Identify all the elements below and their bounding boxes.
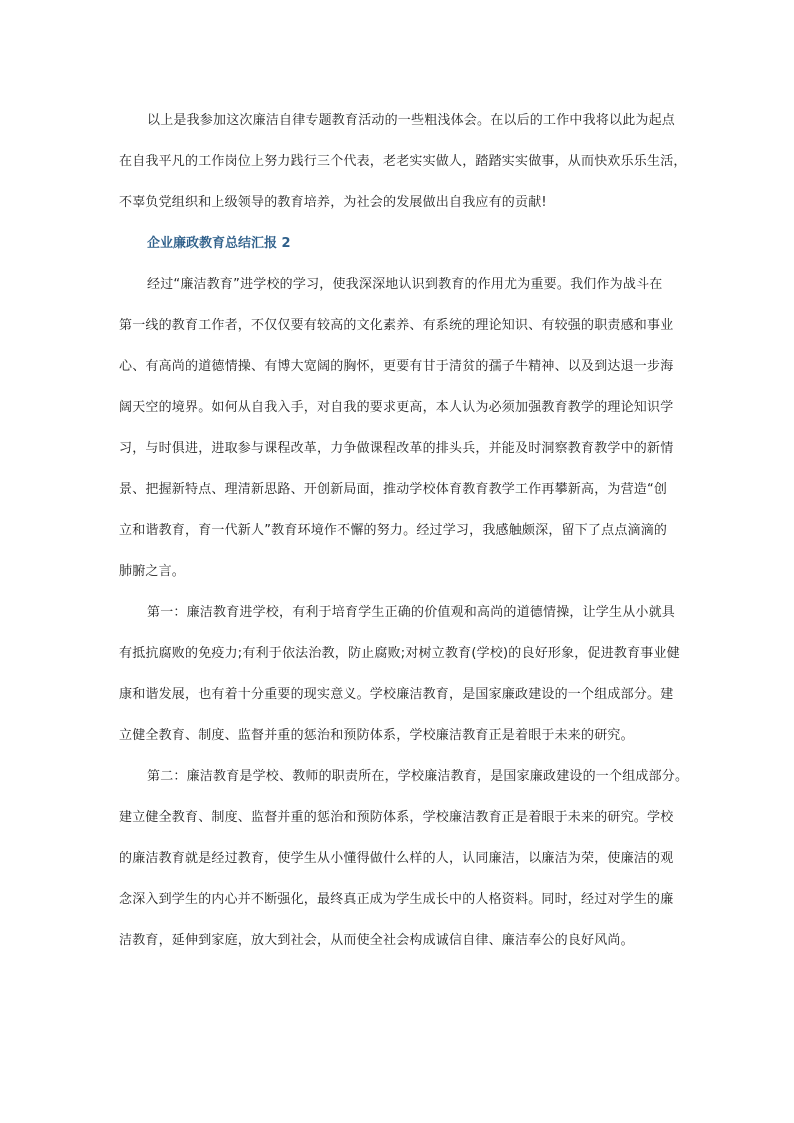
text-line: 不辜负党组织和上级领导的教育培养，为社会的发展做出自我应有的贡献! (119, 195, 547, 210)
text-line: 立健全教育、制度、监督并重的惩治和预防体系，学校廉洁教育正是着眼于未来的研究。 (119, 728, 634, 743)
text-line: 景、把握新特点、理清新思路、开创新局面，推动学校体育教育教学工作再攀新高，为营造“创 (119, 482, 668, 497)
section-heading: 企业廉政教育总结汇报 2 (147, 236, 291, 251)
text-line: 阔天空的境界。如何从自我入手，对自我的要求更高，本人认为必须加强教育教学的理论知识学 (119, 400, 674, 415)
text-line: 习，与时俱进，进取参与课程改革，力争做课程改革的排头兵，并能及时洞察教育教学中的新情 (119, 441, 674, 456)
paragraph-point-two (119, 756, 689, 961)
text-line: 第一：廉洁教育进学校，有利于培育学生正确的价值观和高尚的道德情操，让学生从小就具 (147, 605, 676, 620)
text-line: 康和谐发展，也有着十分重要的现实意义。学校廉洁教育，是国家廉政建设的一个组成部分。建 (119, 687, 674, 702)
text-line: 念深入到学生的内心并不断强化，最终真正成为学生成长中的人格资料。同时，经过对学生的廉 (119, 892, 674, 907)
text-line: 心、有高尚的道德情操、有博大宽阔的胸怀，更要有甘于清贫的孺子牛精神、以及到达退一步海 (119, 359, 674, 374)
text-line: 建立健全教育、制度、监督并重的惩治和预防体系，学校廉洁教育正是着眼于未来的研究。学校 (119, 810, 674, 825)
text-line: 经过“廉洁教育”进学校的学习，使我深深地认识到教育的作用尤为重要。我们作为战斗在 (147, 277, 663, 292)
document-page (119, 100, 689, 961)
text-line: 第二：廉洁教育是学校、教师的职责所在，学校廉洁教育，是国家廉政建设的一个组成部分。 (147, 769, 689, 784)
text-line: 以上是我参加这次廉洁自律专题教育活动的一些粗浅体会。在以后的工作中我将以此为起点 (147, 113, 676, 128)
text-line: 的廉洁教育就是经过教育，使学生从小懂得做什么样的人，认同廉洁，以廉洁为荣，使廉洁的观 (119, 851, 674, 866)
text-line: 第一线的教育工作者，不仅仅要有较高的文化素养、有系统的理论知识、有较强的职责感和事业 (119, 318, 674, 333)
paragraph-closing-summary (119, 100, 687, 223)
text-line: 肺腑之言。 (119, 564, 186, 579)
text-line: 立和谐教育，育一代新人”教育环境作不懈的努力。经过学习，我感触颇深，留下了点点滴滴的 (119, 523, 668, 538)
text-line: 有抵抗腐败的免疫力;有利于依法治教，防止腐败;对树立教育(学校)的良好形象，促进教育事业健 (119, 646, 680, 661)
text-line: 洁教育，延伸到家庭，放大到社会，从而使全社会构成诚信自律、廉洁奉公的良好风尚。 (119, 933, 634, 948)
paragraph-introduction (119, 264, 674, 592)
paragraph-point-one (119, 592, 680, 756)
text-line: 在自我平凡的工作岗位上努力践行三个代表，老老实实做人，踏踏实实做事，从而快欢乐乐生活， (119, 154, 687, 169)
